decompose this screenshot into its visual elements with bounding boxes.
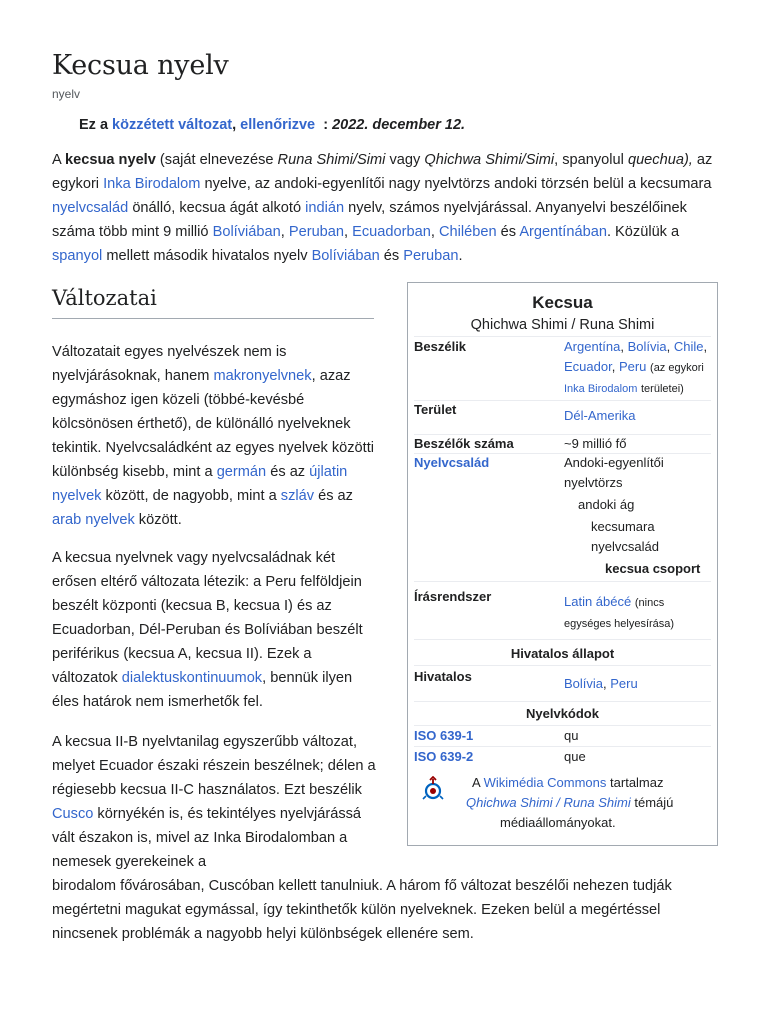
infobox-row-official xyxy=(414,665,711,701)
text: A xyxy=(52,152,65,168)
link-iso-639-1[interactable]: ISO 639-1 xyxy=(414,728,474,743)
text: az egykori xyxy=(52,152,713,192)
link-peruban-2[interactable]: Peruban xyxy=(403,248,459,264)
link-chile[interactable]: Chile xyxy=(673,339,704,354)
link-wikimedia-commons[interactable]: Wikimédia Commons xyxy=(483,775,607,790)
text: Változatait egyes nyelvészek nem is nyelvjárásoknak, hanem xyxy=(52,344,287,384)
link-argentina[interactable]: Argentína xyxy=(564,339,621,354)
infobox-row-speakers xyxy=(414,434,711,453)
link-inka-birodalom[interactable]: Inka Birodalom xyxy=(103,176,201,192)
link-boliviaban[interactable]: Bolíviában xyxy=(212,224,281,240)
text: és xyxy=(496,224,520,240)
revision-date: 2022. december 12. xyxy=(332,117,466,133)
link-makronyelv[interactable]: makronyelvnek xyxy=(213,368,312,384)
term-bold: kecsua nyelv xyxy=(64,152,156,168)
text: nyelv, számos nyelvjárással. Anyanyelvi beszélőinek száma több mint 9 millió xyxy=(52,200,687,240)
infobox-row-spoken xyxy=(414,336,711,400)
section-paragraph-1 xyxy=(52,340,377,532)
infobox-value: qu xyxy=(564,728,579,743)
text: A kecsua nyelvnek vagy nyelvcsaládnak két erősen eltérő változata létezik: a Peru felföldjein beszélt központi (kecsua B, kecsua I) és az Ecuadorban, Dél-Peruban és Bolíviában beszélt periférikus (kecsua A, kecsua II). Ezek a változatok xyxy=(52,550,363,686)
link-del-amerika[interactable]: Dél-Amerika xyxy=(564,408,636,423)
link-german[interactable]: germán xyxy=(216,464,267,480)
text: között, de nagyobb, mint a xyxy=(101,488,281,504)
link-peru[interactable]: Peru xyxy=(618,359,647,374)
text: és az xyxy=(266,464,310,480)
text: , bennük ilyen éles határok nem ismerhetők fel. xyxy=(52,670,353,710)
text: , xyxy=(430,224,439,240)
commons-line-1 xyxy=(418,773,708,793)
commons-notice xyxy=(418,773,708,833)
link-ecuador[interactable]: Ecuador xyxy=(564,359,612,374)
link-latin-abece[interactable]: Latin ábécé xyxy=(564,594,632,609)
section-paragraph-3 xyxy=(52,730,377,874)
infobox-label: Beszélik xyxy=(414,339,467,354)
family-level-2: andoki ág xyxy=(578,497,635,512)
link-inka-birodalom-infobox[interactable]: Inka Birodalom xyxy=(564,383,638,395)
text: , azaz egymáshoz igen közeli (többé-kevésbé kölcsönösen érthető), de különálló nyelveknek tekintik. Nyelvcsaládként az egyes nyelvek közötti különbség kisebb, mint a xyxy=(52,368,375,480)
link-indian[interactable]: indián xyxy=(305,200,345,216)
infobox-row-iso2 xyxy=(414,746,711,768)
revision-prefix: Ez a xyxy=(79,117,109,133)
infobox-row-writing xyxy=(414,581,711,639)
note: (az egykori xyxy=(650,362,704,374)
link-nyelvcsalad-infobox[interactable]: Nyelvcsalád xyxy=(414,455,490,470)
infobox-value xyxy=(564,406,714,426)
text: és az xyxy=(314,488,353,504)
commons-line-3: médiaállományokat. xyxy=(500,815,616,830)
text: . Közülük a xyxy=(606,224,680,240)
text: , xyxy=(344,224,353,240)
revision-sep: , xyxy=(232,117,237,133)
text: . xyxy=(458,248,463,264)
infobox-value: ~9 millió fő xyxy=(564,436,627,451)
link-bolivia[interactable]: Bolívia xyxy=(627,339,667,354)
intro-paragraph xyxy=(52,148,720,268)
text: és xyxy=(379,248,404,264)
link-chileben[interactable]: Chilében xyxy=(438,224,497,240)
infobox-section-codes xyxy=(414,701,711,725)
text: nyelve, az andoki-egyenlítői nagy nyelvtörzs andoki törzsén belül a kecsumara xyxy=(200,176,712,192)
infobox-value xyxy=(564,453,714,579)
reviewed-link[interactable]: ellenőrizve xyxy=(240,117,316,133)
link-peruban[interactable]: Peruban xyxy=(288,224,345,240)
infobox-label: Hivatalos xyxy=(414,669,472,684)
page-title: Kecsua nyelv xyxy=(52,50,229,81)
commons-line-2 xyxy=(418,793,708,813)
note: területei) xyxy=(641,383,684,395)
published-version-link[interactable]: közzétett változat xyxy=(112,117,233,133)
infobox-row-iso1 xyxy=(414,725,711,746)
link-ujlatin-nyelvek[interactable]: újlatin nyelvek xyxy=(52,464,348,504)
infobox-title: Kecsua xyxy=(532,293,593,312)
text: , xyxy=(280,224,289,240)
link-cusco[interactable]: Cusco xyxy=(52,806,94,822)
link-argentinaban[interactable]: Argentínában xyxy=(519,224,607,240)
family-level-4: kecsua csoport xyxy=(605,561,701,576)
revision-colon: : xyxy=(323,117,329,133)
infobox-section-header: Hivatalos állapot xyxy=(510,646,615,661)
text: vagy xyxy=(385,152,425,168)
infobox-label: Írásrendszer xyxy=(414,589,492,604)
link-arab-nyelvek[interactable]: arab nyelvek xyxy=(52,512,135,528)
infobox-value: Argentína, Bolívia, Chile, Ecuador, Peru (az egykori Inka Birodalom területei) xyxy=(564,339,708,395)
text: A kecsua II-B nyelvtanilag egyszerűbb változat, melyet Ecuador északi részein beszélnek; délen a régiesebb kecsua II-C használatos. Ezt beszélik xyxy=(52,734,376,798)
infobox-label: Terület xyxy=(414,402,457,417)
link-nyelvcsalad[interactable]: nyelvcsalád xyxy=(52,200,129,216)
section-heading: Változatai xyxy=(52,286,374,319)
link-spanyol[interactable]: spanyol xyxy=(52,248,103,264)
revision-notice xyxy=(79,117,465,133)
text: témájú xyxy=(634,795,674,810)
link-commons-category[interactable]: Qhichwa Shimi / Runa Shimi xyxy=(466,795,631,810)
text: , spanyolul xyxy=(554,152,628,168)
link-peru-official[interactable]: Peru xyxy=(610,676,638,691)
infobox-value xyxy=(564,592,714,634)
text: tartalmaz xyxy=(610,775,664,790)
section-paragraph-2 xyxy=(52,546,377,714)
infobox xyxy=(407,282,718,846)
infobox-section-official xyxy=(414,639,711,665)
infobox-section-header: Nyelvkódok xyxy=(526,706,599,721)
text: környékén is, és tekintélyes nyelvjárássá vált északon is, mivel az Inka Birodalomban a nemesek gyerekeinek a xyxy=(52,806,362,870)
text: között. xyxy=(134,512,182,528)
family-level-3: kecsumara nyelvcsalád xyxy=(591,519,659,554)
text: önálló, kecsua ágát alkotó xyxy=(128,200,306,216)
infobox-row-family xyxy=(414,453,711,581)
link-dialektuskontinuum[interactable]: dialektuskontinuumok xyxy=(121,670,263,686)
infobox-label: Beszélők száma xyxy=(414,436,514,451)
infobox-value: Bolívia, Peru xyxy=(564,676,638,691)
link-szlav[interactable]: szláv xyxy=(280,488,315,504)
family-level-1: Andoki-egyenlítői nyelvtörzs xyxy=(564,455,664,490)
link-iso-639-2[interactable]: ISO 639-2 xyxy=(414,749,474,764)
infobox-value: que xyxy=(564,749,586,764)
native-name-alt: Qhichwa Shimi/Simi xyxy=(424,152,555,168)
text: mellett második hivatalos nyelv xyxy=(102,248,312,264)
link-bolivia-official[interactable]: Bolívia xyxy=(564,676,604,691)
link-ecuadorban[interactable]: Ecuadorban xyxy=(352,224,431,240)
infobox-row-region xyxy=(414,400,711,434)
text: (saját elnevezése xyxy=(155,152,278,168)
section-paragraph-3-continued: birodalom fővárosában, Cuscóban kellett tanulniuk. A három fő változat beszélői nehezen tudják megértetni magukat egymással, így tekinthetők külön nyelveknek. Ezeken belül a megértéssel nincsenek problémák a nagyobb helyi különbségek ellenére sem. xyxy=(52,878,672,942)
page-subtitle: nyelv xyxy=(52,87,81,101)
note: (nincs egységes helyesírása) xyxy=(564,597,675,630)
link-boliviaban-2[interactable]: Bolíviában xyxy=(311,248,380,264)
infobox-native-name: Qhichwa Shimi / Runa Shimi xyxy=(470,317,655,333)
text: A xyxy=(472,775,480,790)
native-name: Runa Shimi/Simi xyxy=(277,152,386,168)
spanish-name: quechua), xyxy=(627,152,693,168)
